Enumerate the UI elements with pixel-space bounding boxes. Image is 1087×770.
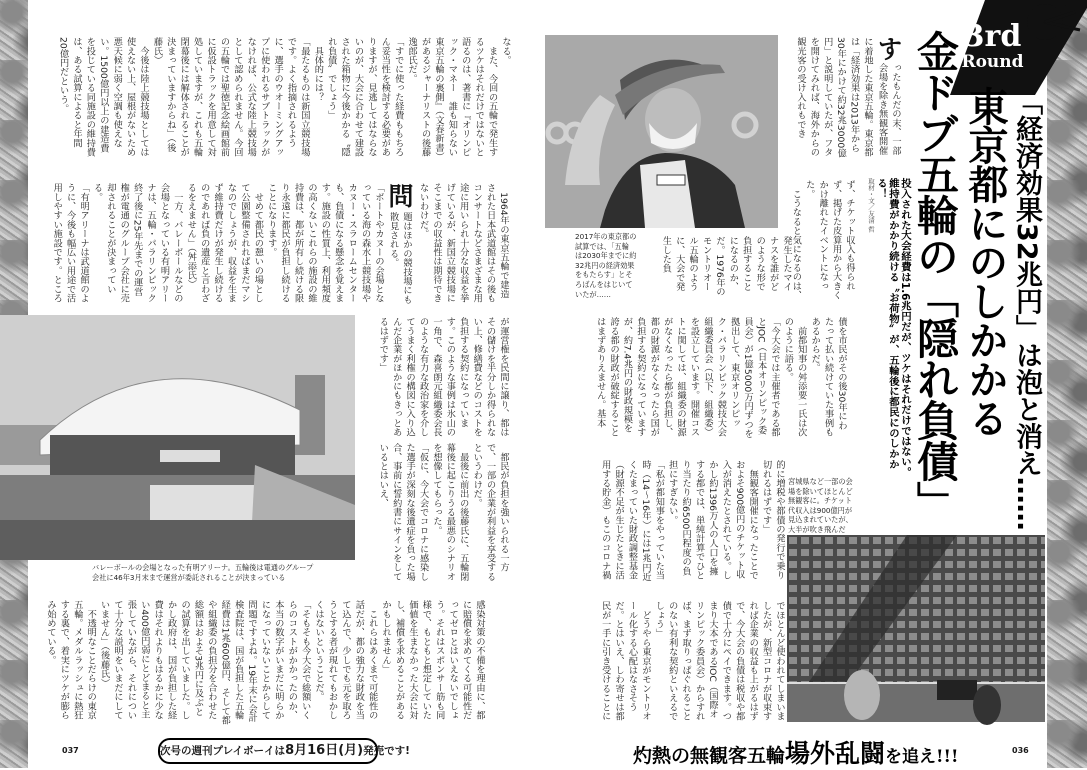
dropcap-su: す [874, 36, 903, 61]
body-text: ず、チケット収入も得られず、掲げた皮算用から大きくかけ離れたイベントになった。 こうなると気になるのは、 [790, 180, 855, 300]
body-text: が運営権を民間に譲り、都はその儲けを半分しか得られない上、修繕費などのコストを負担する契約になっています。このような事例は氷山の一角で、森喜朗元組織委会長のような有力な政治家を介してうまく利権の構図に入り込んだ企業がほかにもきっとあるはずです」 [377, 317, 509, 437]
photo-caption-stadium: 宮城県など一部の会 場を除いてほとんど 無観客に。チケット 代収入は900億円が 見込まれていたが、 大半が吹き飛んだ [788, 477, 853, 534]
lead-line-1: 投入された大会経費は1.6兆円だが、ツケはそれだけではない。 [899, 178, 911, 478]
photo-empty-stadium [787, 535, 1045, 722]
article-lead [875, 178, 911, 478]
body-text: に着地した東京五輪。東京都は「経済効果は2013年から30年にかけて約32兆3000億円」と説明していたが、フタを開けてみれば、海外からの観光客の受け入れもでき [794, 37, 873, 158]
photo-caption-governor: 2017年の東京都の 試算では、「五輪 は2030年までに約 32兆円の経済効果 をもたらす」とそ ろばんをはじいて いたが…… [575, 232, 637, 299]
round-label [955, 19, 1030, 72]
body-text: 的に増税や都債の発行で乗り切れるはずです」 無観客開催になったことでおよそ900億円のチケット収入が消えたとされている。しかし約1396万人の人口を擁する都では、単純計算でひとり当たり約6500円程度の負担にすぎない。 「私が都知事をやっていた当時（14～16年）には1兆円近くたまっていた財政調整基金（財源不足が生じたときに活用する貯金）もこのコロナ禍 [599, 460, 785, 582]
article-subtitle: 「経済効果32兆円」は泡と消え…… [1011, 88, 1042, 531]
dropcap-mon: 問 [385, 183, 414, 208]
series-footer-part1: 灼熱の無観客五輪 [633, 745, 786, 767]
body-text: 感染対策の不備を理由に、都に賠償を求めてくる可能性だってゼロとはいえないでしょう。それはスポンサー筋も同様で、もともと想定していた価値を生まなかった大会に対し、補償を求めることがあるかもしれません」 これらはあくまで可能性の話だが、都の強力な財政を当て込んで、少しでも元を取ろうとする者が現れてもおかしくはないということだ。 「そもそも今大会で総額いくらのコストがかかったのか、本当の数字がいまだに明らかになっていないことからして問題ですよね。19年末に会計検査院は、国が負担した五輪経費は1兆600億円、そして都や組織委の負担分を合わせた総額はおよそ3兆円に及ぶとの試算を出していました。しかし政府は、国が負担した経費はそれよりもはるかに少ない400億円弱にとどまると主張していながら、それについて十分な説明をいまだにしていません」（後藤氏） 不透明なことだらけの東京五輪。メダルラッシュに熱狂する裏で、着実にツケが膨らみ始めている。 [45, 600, 485, 725]
body-text: 発生したマイナスを誰がどのような形で負担することになるのか、だ。1976年のモントリオール五輪のように、大会で発生した負 [660, 236, 792, 297]
round-ordinal: 3rd [963, 19, 1022, 54]
article-title-line2: 金ドブ五輪の「隠れ負債」 [911, 30, 960, 522]
right-edge-texture [1047, 0, 1087, 768]
body-text: なる。 また、今回の五輪で発生するツケはそれだけではないと語るのは、著書に『オリンピック・マネー 誰も知らない東京五輪の裏側』（文春新書）があるジャーナリストの後藤逸郎氏だ。 「すでに使った経費ももちろん妥当性を検討する必要がありますが、見逃してはならないのが、大会に合わせて建設された箱物に今後かかる〝隠れ負債〟でしょう」 具体的には？ 「最たるものは新国立競技場です。よく指摘されるように、選手のウオーミングアップに使われるサブトラックがなければ、公式な陸上競技場として認められません。今回の五輪では聖徳記念絵画館前に仮設トラックを用意して対処していますが、これも五輪閉幕後には解体されることが決まっていますからね」（後藤氏） 今後は陸上競技場としては使えない上、屋根がないため悪天候に弱く空調も使えない。1500億円以上の建造費を投じている同施設の維持費は、ある試算によると年間20億円だという。 [57, 37, 511, 157]
page-number-right: 036 [1012, 746, 1029, 755]
series-footer-part2: 場外乱闘 [785, 739, 886, 768]
body-text: 題はほかの競技場にも散見される。 [387, 212, 412, 304]
next-issue-banner [158, 738, 410, 764]
body-text: 都民が負担を強いられる一方で、一部の企業が利益を享受するというわけだ。 最後に前出の後藤氏に、五輪閉幕後に起こりうる最悪のシナリオを想像してもらった。 「仮に、今大会でコロナに感染した選手が深刻な後遺症を負った場合、事前に誓約書にサインをしているとはいえ、 [377, 443, 509, 581]
next-issue-text: 次号の週刊プレイボーイは [160, 745, 286, 757]
next-issue-suffix: 発売です! [363, 745, 410, 757]
page-number-left: 037 [62, 746, 79, 755]
byline: 取材・文／友清 哲 [867, 178, 875, 233]
lead-line-2: 維持費がかかり続ける〝お荷物〟が、五輪後に都民にのしかかる！ [875, 178, 899, 470]
body-text: ったもんだの末、一部会場を除き無観客開催 [876, 63, 901, 155]
article-title-line1: 東京都にのしかかる [962, 86, 1008, 437]
series-footer-part3: を追え!!! [885, 747, 959, 767]
body-text: でほとんど使われてしまいましたが、新型コロナが収束すれば企業の収益も上がるはずで、今大会の負債は税収や都債で十分にペイできます。つまり大本であるIOC（国際オリンピック委員会）からすれば、まず取りっぱぐれることのない有利な契約といえるでしょう」 どうやら東京がモントリオール化する心配はなさそうだ。とはいえ、しわ寄せは都民が一手に引き受けることに [599, 601, 785, 721]
body-text: 1964年の東京五輪で建造された日本武道館はその後もコンサートなどさまざまな用途に用いられ十分な収益を挙げているが、新国立競技場にそこまでの収益性は期待できないわけだ。 [417, 183, 509, 303]
photo-governor-with-hat [545, 35, 778, 228]
body-text: 「ボートやカヌーの会場となっている海の森水上競技場やカヌー・スラロームセンターも、負債になる懸念を覚えます。施設の性質上、利用頻度の高くないこれらの施設の維持費は、都が所有し続ける限り永遠に都民が負担し続けることになります。 せめて都民の憩いの場として公園整備されればまだマシなのでしょうが、収益を生まず維持費だけが発生し続けるのであれば負の遺産と言わざるをえません」（舛添氏） 一方、バレーボールなどの会場となっている有明アリーナは、五輪・パラリンピック終了後に25年先までの運営権が電通のグループ会社に売却されることが決まっている。 「有明アリーナは武道館のように、今後も幅広い用途で活用しやすい施設です。ところ [51, 183, 384, 303]
photo-ariake-arena [0, 315, 355, 560]
body-text: 債を市民がその後30年にわたって払い続けていた事例もあるからだ。 前都知事の舛添要一氏は次のように語る。 「今大会では主催者である都とJOC（日本オリンピック委員会）が1億5000万円ずつを拠出して、東京オリンピック・パラリンピック競技大会組織委員会（以下、組織委）を設立しています。開催コストに関しては、組織委の財源がなくなったら都が負担し、都の財源がなくなったら国が負担する契約になっていますが、約7.4兆円の財政規模を誇る都の財政が破綻することはまずありえません。基本 [594, 317, 847, 439]
photo-caption-arena: バレーボールの会場となった有明アリーナ。五輪後は電通のグループ 会社に46年3月末まで運営が委託されることが決まっている [92, 563, 314, 582]
round-word: Round [961, 52, 1024, 72]
next-issue-date: 8月16日(月) [285, 743, 364, 758]
series-footer-title [633, 734, 958, 770]
